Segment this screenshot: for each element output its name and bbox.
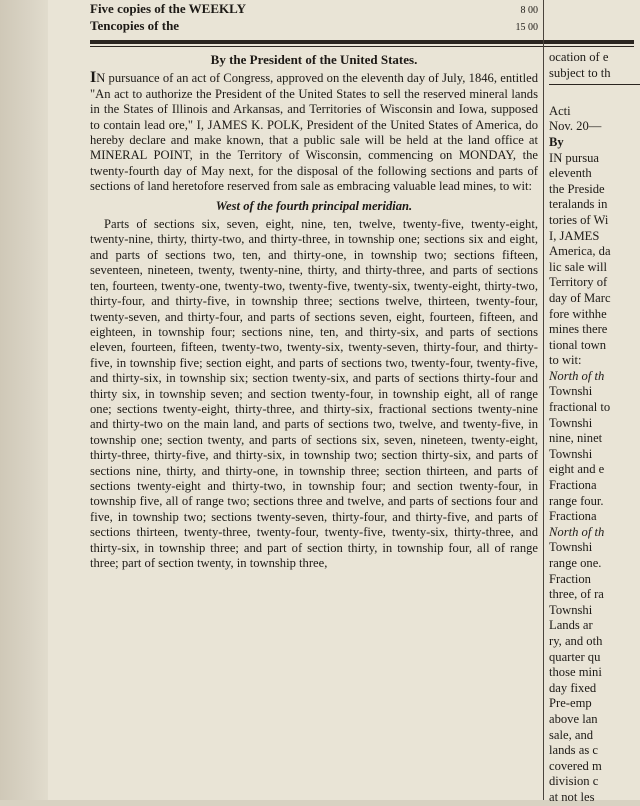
- proclamation-body: Parts of sections six, seven, eight, nine, ten, twelve, twenty-five, twenty-eight, twenty-nine, thirty, thirty-two, and thirty-three, in township one; sections six and eight, and parts of sections two, ten, and thirty-one, in township two; sections fifteen, seventeen, nineteen, twenty, twenty-nine, thirty, and thirty-three, and parts of sections ten, fourteen, twenty-one, twenty-two, twenty-five, twenty-six, twenty-eight, thirty-two, thirty-four, and thirty-five, in township three; sections twelve, thirteen, twenty-four, twenty-seven, and thirty-four, and parts of sections seven, eight, fourteen, fifteen, and eighteen, in township four; sections nine, ten, and thirty-six, and parts of sections eleven, fourteen, fifteen, twenty-two, twenty-six, twenty-seven, thirty-four, and thirty-five, in township five; section eight, and parts of sections two, twenty-four, twenty-five, and thirty-six, in township six; section twenty-six, and parts of sections thirty-four and thirty six, in township seven; and section twenty-four, in township eight, all of range one; sections twenty-eight, thirty-three, and thirty-six, fractional sections twenty-nine and thirty-two on the main land, and parts of sections two, twelve, and twenty-five, in township one; section twenty, and parts of sections six, seven, nineteen, twenty-eight, thirty-three, thirty-five, and thirty-six, in township two; section thirty-six, and parts of sections nine, thirty, and thirty-one, in township three; section thirteen, and parts of sections twenty-eight and thirty-two, in township four; and section twenty-four, in township five, all of range two; sections three and twelve, and parts of sections four and five, in township two; sections twenty-seven, thirty-four, and thirty-five, and parts of sections thirteen, twenty-three, twenty-four, twenty-five, twenty-six, thirty-three, and thirty-six, in township three; and part of section thirty, in township four, all of range three; part of section twenty, in township three,: [90, 217, 538, 570]
- fragment-line: Fraction: [549, 571, 591, 586]
- fragment-line: lands as c: [549, 743, 598, 758]
- fragment-line: covered m: [549, 758, 602, 773]
- intro-text: N pursuance of an act of Congress, approved on the eleventh day of July, 1846, entitled "An act to authorize the President of the United States to sell the reserved mineral lands in the States of Illinois and Arkansas, and Territories of Wisconsin and Iowa, supposed to contain lead ore," I, JAMES K. POLK, President of the United States of America, do hereby declare and make known, that a public sale will be held at the land office at MINERAL POINT, in the Territory of Wisconsin, commencing on MONDAY, the twenty-fourth day of May next, for the disposal of the following sections and parts of sections of land heretofore reserved from sale as embracing valuable lead mines, to wit:: [90, 71, 538, 194]
- column-divider: [543, 0, 544, 800]
- section-rule-thick: [90, 40, 634, 44]
- fragment-line: division c: [549, 774, 599, 789]
- fragment-line: Fractiona: [549, 478, 597, 493]
- fragment-line: those mini: [549, 665, 602, 680]
- fragment-line: day of Marc: [549, 290, 611, 305]
- fragment-line: Fractiona: [549, 509, 597, 524]
- fragment-line: Acti: [549, 103, 571, 118]
- fragment-line: teralands in: [549, 197, 608, 212]
- fragment-rule: [549, 84, 640, 85]
- proclamation-subheading: West of the fourth principal meridian.: [215, 198, 413, 213]
- fragment-line: Lands ar: [549, 618, 593, 633]
- fragment-line: Townshi: [549, 415, 593, 430]
- rate-label: Tencopies of the: [90, 18, 180, 33]
- fragment-line: America, da: [549, 244, 611, 259]
- fragment-line: North of th: [549, 524, 605, 539]
- fragment-line: [549, 88, 640, 104]
- fragment-line: lic sale will: [549, 259, 608, 274]
- fragment-line: sale, and: [549, 727, 594, 742]
- fragment-line: quarter qu: [549, 649, 601, 664]
- fragment-line: ocation of e: [549, 50, 609, 64]
- rate-price: 8 00: [520, 5, 538, 16]
- fragment-line: North of th: [549, 368, 605, 383]
- section-rule-thin: [90, 46, 634, 47]
- fragment-line: range four.: [549, 493, 604, 508]
- fragment-line: day fixed: [549, 680, 597, 695]
- fragment-line: Territory of: [549, 275, 608, 290]
- fragment-line: above lan: [549, 711, 598, 726]
- adjacent-column-fragment: [549, 50, 640, 806]
- drop-initial: I: [90, 69, 97, 87]
- fragment-line: Nov. 20—: [549, 119, 602, 134]
- fragment-line: at not les: [549, 789, 595, 804]
- fragment-line: I, JAMES: [549, 228, 600, 243]
- fragment-line: fore withhe: [549, 306, 607, 321]
- fragment-line: subject to th: [549, 65, 611, 80]
- proclamation-heading: By the President of the United States.: [210, 52, 418, 67]
- fragment-line: Townshi: [549, 384, 593, 399]
- rate-row: [90, 17, 546, 34]
- fragment-line: IN pursua: [549, 150, 600, 165]
- fragment-line: By: [549, 134, 564, 149]
- rate-price: 15 00: [515, 22, 538, 33]
- rate-row: [90, 0, 546, 17]
- fragment-line: Pre-emp: [549, 696, 592, 711]
- fragment-line: Townshi: [549, 540, 593, 555]
- fragment-line: fractional to: [549, 400, 611, 415]
- fragment-line: Townshi: [549, 602, 593, 617]
- fragment-line: Townshi: [549, 446, 593, 461]
- fragment-line: eight and e: [549, 462, 605, 477]
- fragment-line: tional town: [549, 337, 607, 352]
- fragment-line: the Preside: [549, 181, 605, 196]
- fragment-line: tories of Wi: [549, 212, 609, 227]
- fragment-line: eleventh: [549, 166, 592, 181]
- fragment-line: ry, and oth: [549, 633, 603, 648]
- fragment-line: to wit:: [549, 353, 582, 368]
- page-margin: [0, 0, 48, 800]
- fragment-line: three, of ra: [549, 587, 604, 602]
- fragment-line: range one.: [549, 556, 602, 570]
- rate-label: Five copies of the WEEKLY: [90, 1, 247, 16]
- proclamation-intro: [90, 70, 538, 194]
- proclamation-column: [90, 50, 538, 571]
- subscription-rates: [90, 0, 546, 34]
- fragment-line: nine, ninet: [549, 431, 603, 446]
- fragment-line: mines there: [549, 322, 608, 337]
